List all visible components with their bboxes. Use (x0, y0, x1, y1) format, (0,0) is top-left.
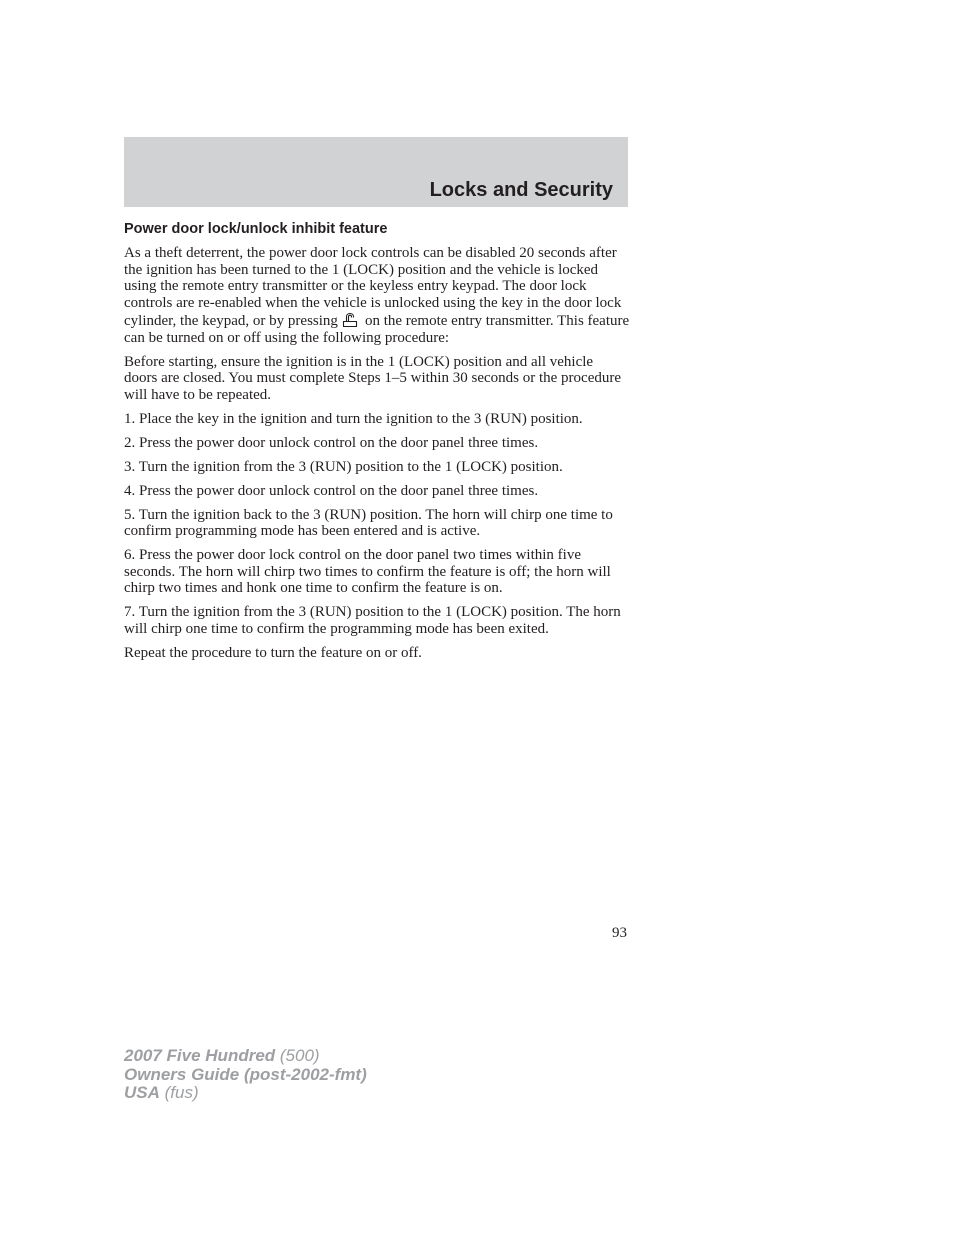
step-1: 1. Place the key in the ignition and turn the ignition to the 3 (RUN) position. (124, 410, 583, 427)
intro-paragraph (124, 245, 630, 347)
footer-model-line (124, 1047, 367, 1066)
closing-paragraph: Repeat the procedure to turn the feature on or off. (124, 644, 422, 661)
before-starting-paragraph: Before starting, ensure the ignition is in the 1 (LOCK) position and all vehicle doors are closed. You must complete Steps 1–5 within 30 seconds or the procedure will have to be repeated. (124, 353, 621, 404)
footer-model-name: 2007 Five Hundred (124, 1046, 276, 1065)
intro-text-after-icon: on the remote entry transmitter. This feature can be turned on or off using the following procedure: (124, 313, 630, 346)
step-5: 5. Turn the ignition back to the 3 (RUN) position. The horn will chirp one time to confirm programming mode has been entered and is active. (124, 506, 613, 540)
section-title: Locks and Security (429, 179, 613, 201)
step-3: 3. Turn the ignition from the 3 (RUN) position to the 1 (LOCK) position. (124, 458, 563, 475)
feature-subheading: Power door lock/unlock inhibit feature (124, 221, 388, 237)
footer-model-code: (500) (275, 1046, 320, 1065)
page-content (124, 221, 630, 668)
step-7: 7. Turn the ignition from the 3 (RUN) position to the 1 (LOCK) position. The horn will chirp one time to confirm the programming mode has been exited. (124, 604, 621, 637)
footer-market-name: USA (124, 1083, 160, 1102)
unlock-button-icon (342, 311, 359, 328)
page-number: 93 (612, 925, 627, 941)
footer-market-code: (fus) (159, 1083, 199, 1102)
document-footer (124, 1047, 367, 1103)
footer-guide-name: Owners Guide (post-2002-fmt) (124, 1064, 367, 1084)
step-4: 4. Press the power door unlock control on the door panel three times. (124, 482, 539, 499)
step-2: 2. Press the power door unlock control on the door panel three times. (124, 434, 539, 451)
step-6: 6. Press the power door lock control on the door panel two times within five seconds. The horn will chirp two times to confirm the feature is off; the horn will chirp two times and honk one time to confirm the feature is on. (124, 546, 611, 597)
footer-market-line (124, 1084, 367, 1103)
section-header-band (124, 137, 628, 207)
intro-text-before-icon: As a theft deterrent, the power door lock controls can be disabled 20 seconds after the ignition has been turned to the 1 (LOCK) position and the vehicle is locked using the remote entry transmitter or the keyless entry keypad. The door lock controls are re-enabled when the vehicle is unlocked using the key in the door lock cylinder, the keypad, or by pressing (124, 245, 622, 330)
footer-guide-line (124, 1066, 367, 1085)
